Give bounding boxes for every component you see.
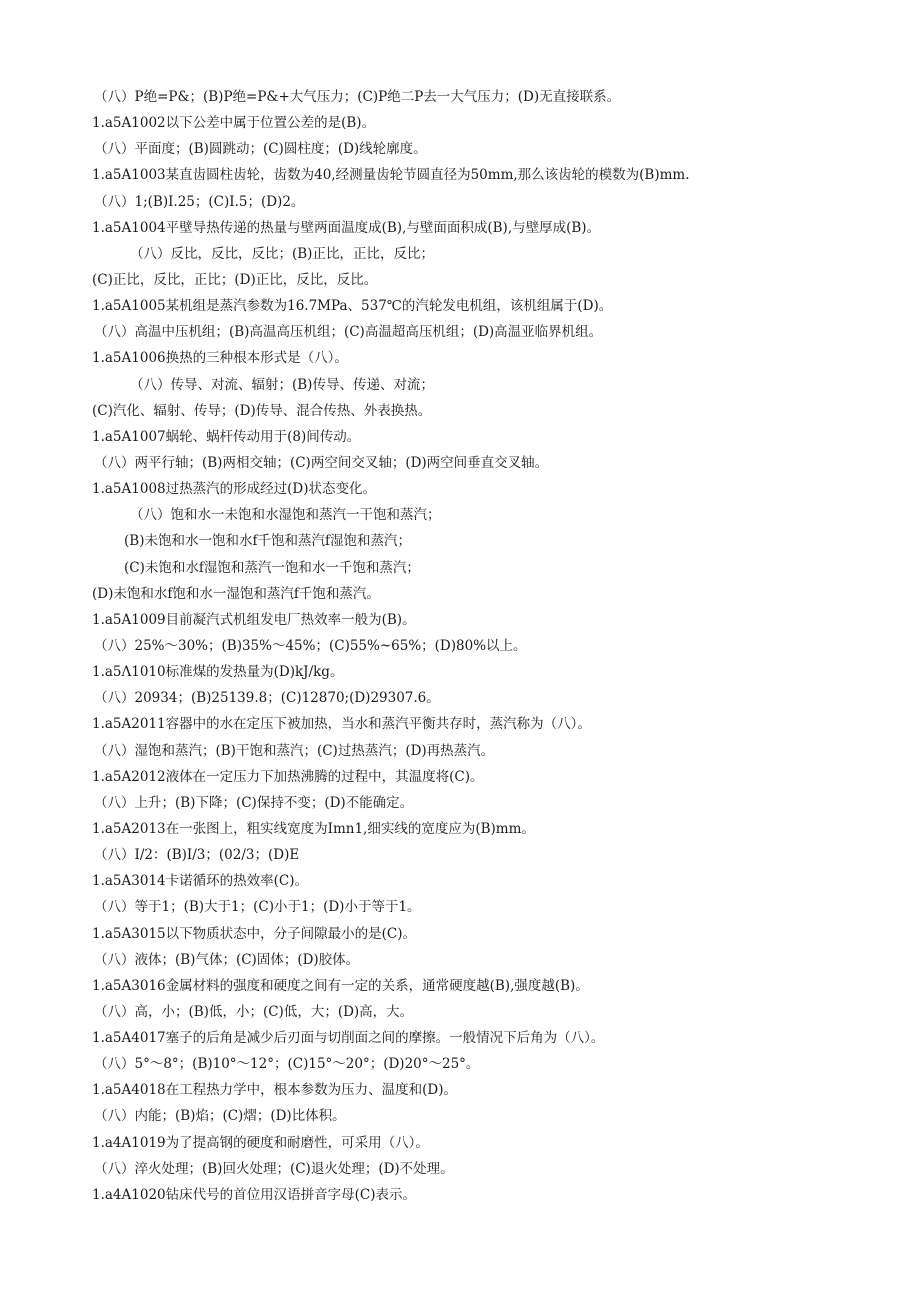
option-line: （八）1;(B)I.25；(C)I.5；(D)2。 [94,193,305,210]
question-line: 1.a5A1004平壁导热传递的热量与壁两面温度成(B),与壁面面积成(B),与壁厚成(B)。 [92,219,601,236]
option-line: （八）平面度；(B)圆跳动；(C)圆柱度；(D)线轮廓度。 [94,141,427,158]
question-line: 1.a5A3015以下物质状态中，分子间隙最小的是(C)。 [92,925,416,942]
question-line: (C)汽化、辐射、传导；(D)传导、混合传热、外表换热。 [92,402,432,419]
question-line: 1.a5A4017塞子的后角是减少后刃面与切削面之间的摩擦。一般情况下后角为（八）。 [92,1030,605,1047]
option-line: （八）饱和水一未饱和水湿饱和蒸汽一干饱和蒸汽； [130,507,441,524]
question-line: 1.a5Λ1010标准煤的发热量为(D)kJ/kg。 [92,664,344,681]
option-line: （八）两平行轴；(B)两相交轴；(C)两空间交叉轴；(D)两空间垂直交叉轴。 [94,454,549,471]
question-line: 1.a4A1020钻床代号的首位用汉语拼音字母(C)表示。 [92,1186,416,1203]
option-line: （八）传导、对流、辐射；(B)传导、传递、对流； [130,376,434,393]
option-line: （八）内能；(B)焰；(C)熠；(D)比体积。 [94,1108,346,1125]
option-line: （八）I/2：(B)I/3；(02/3；(D)E [94,847,300,864]
question-line: (D)未饱和水f饱和水一湿饱和蒸汽f千饱和蒸汽。 [92,585,380,602]
question-line: 1.a5A4018在工程热力学中，根本参数为压力、温度和(D)。 [92,1082,457,1099]
question-line: 1.a5A1008过热蒸汽的形成经过(D)状态变化。 [92,481,376,498]
option-line: （八）高，小；(B)低，小；(C)低，大；(D)高，大。 [94,1003,414,1020]
question-line: 1.a5A2012液体在一定压力下加热沸腾的过程中，其温度将(C)。 [92,768,484,785]
option-line: （八）25%～30%；(B)35%～45%；(C)55%~65%；(D)80%以上。 [94,637,527,654]
option-line: （八）淬火处理；(B)回火处理；(C)退火处理；(D)不处理。 [94,1160,454,1177]
question-line: 1.a5A2013在一张图上，粗实线宽度为Imn1,细实线的宽度应为(B)mm。 [92,820,535,837]
question-line: (C)正比，反比，正比；(D)正比，反比，反比。 [92,271,378,288]
question-line: 1.a5A1009目前凝汽式机组发电厂热效率一般为(B)。 [92,611,416,628]
question-line: 1.a5A1002以下公差中属于位置公差的是(B)。 [92,115,376,132]
question-line: 1.a4A1019为了提高钢的硬度和耐磨性，可采用（八）。 [92,1134,429,1151]
question-line: 1.a5A3014卡诺循环的热效率(C)。 [92,873,308,890]
option-line: （八）20934；(B)25139.8；(C)12870;(D)29307.6。 [94,690,440,707]
option-line: （八）等于1；(B)大于1；(C)小于1；(D)小于等于1。 [94,899,421,916]
option-line: （八）上升；(B)下降；(C)保持不变；(D)不能确定。 [94,794,414,811]
question-line: 1.a5A2011容器中的水在定压下被加热，当水和蒸汽平衡共存时，蒸汽称为（八）。 [92,716,591,733]
option-line: （八）湿饱和蒸汽；(B)干饱和蒸汽；(C)过热蒸汽；(D)再热蒸汽。 [94,742,495,759]
option-line: （八）反比，反比，反比；(B)正比，正比，反比； [130,245,434,262]
question-line: 1.a5A1003某直齿圆柱齿轮，齿数为40,经测量齿轮节圆直径为50mm,那么该齿轮的模数为(B)mm. [92,167,690,184]
question-list [92,84,892,1208]
question-line: 1.a5A3016金属材料的强度和硬度之间有一定的关系，通常硬度越(B),强度越(B)。 [92,977,589,994]
option-line: (C)未饱和水f湿饱和蒸汽一饱和水一千饱和蒸汽； [124,559,420,576]
option-line: （八）5°～8°；(B)10°～12°；(C)15°～20°；(D)20°～25°。 [94,1056,480,1073]
option-line: （八）高温中压机组；(B)高温高压机组；(C)高温超高压机组；(D)高温亚临界机组。 [94,324,603,341]
option-line: (B)未饱和水一饱和水f千饱和蒸汽f湿饱和蒸汽； [124,533,411,550]
question-line: 1.a5A1007蜗轮、蜗杆传动用于(8)间传动。 [92,428,361,445]
question-line: 1.a5A1006换热的三种根本形式是（八）。 [92,350,348,367]
option-line: （八）液体；(B)气体；(C)固体；(D)胶体。 [94,951,360,968]
option-line: （八）P绝=P&；(B)P绝=P&+大气压力；(C)P绝二P去一大气压力；(D)无直接联系。 [94,89,621,105]
question-line: 1.a5A1005某机组是蒸汽参数为16.7MPa、537℃的汽轮发电机组，该机组属于(D)。 [92,298,613,315]
